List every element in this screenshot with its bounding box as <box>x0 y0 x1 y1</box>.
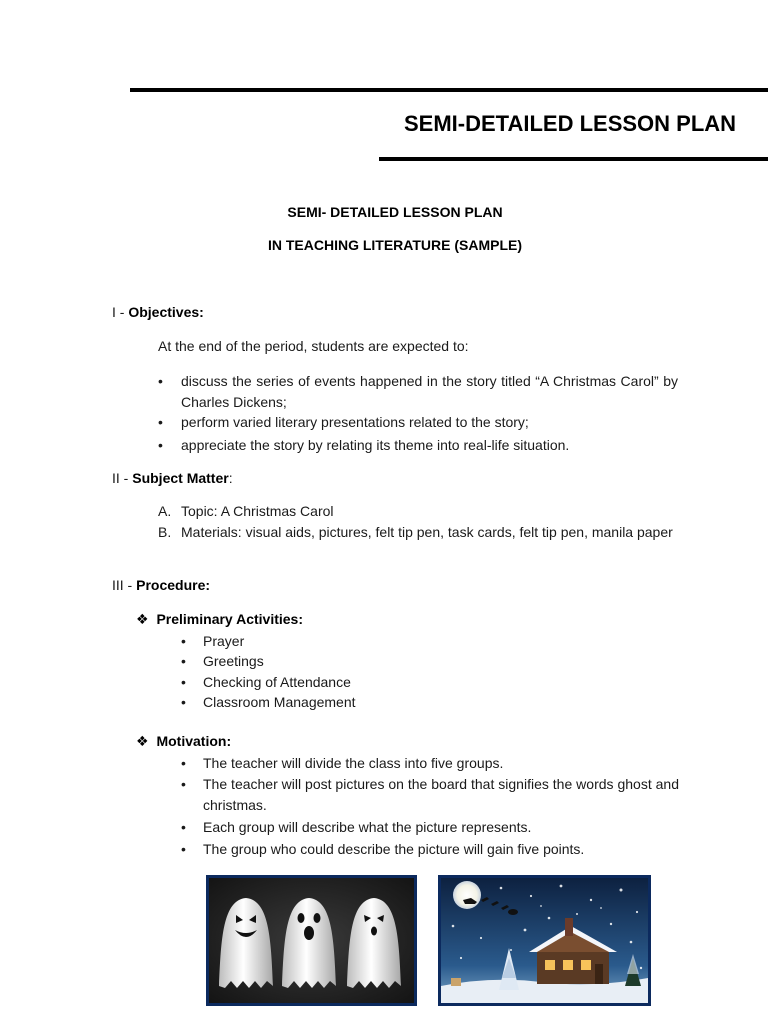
bullet-icon: • <box>181 653 186 669</box>
header-rule-bottom <box>379 157 768 161</box>
section-heading: Procedure: <box>136 577 211 593</box>
bullet-icon: • <box>181 633 186 649</box>
section-subject-matter-heading: II - Subject Matter: <box>112 470 233 486</box>
doc-title-line2: IN TEACHING LITERATURE (SAMPLE) <box>267 237 523 253</box>
ghosts-picture <box>206 875 417 1006</box>
diamond-bullet-icon: ❖ <box>136 611 149 627</box>
bullet-icon: • <box>181 776 186 792</box>
bullet-icon: • <box>158 437 163 453</box>
bullet-icon: • <box>181 841 186 857</box>
bullet-icon: • <box>158 373 163 389</box>
christmas-house-picture <box>438 875 651 1006</box>
motivation-heading: ❖ Motivation: <box>136 733 232 749</box>
list-letter: A. <box>158 503 172 519</box>
section-numeral: II - <box>112 470 133 486</box>
section-objectives-heading <box>112 304 204 320</box>
section-numeral: III - <box>112 577 137 593</box>
preliminary-heading: ❖ Preliminary Activities: <box>136 611 303 627</box>
ghosts-illustration <box>209 878 414 1003</box>
christmas-house-illustration <box>441 878 648 1003</box>
section-numeral: I - <box>112 304 129 320</box>
doc-title-line1: SEMI- DETAILED LESSON PLAN <box>287 204 503 220</box>
list-letter: B. <box>158 524 172 540</box>
bullet-icon: • <box>181 674 186 690</box>
header-title: SEMI-DETAILED LESSON PLAN <box>404 111 737 136</box>
objectives-intro: At the end of the period, students are expected to: <box>158 338 469 354</box>
moon-icon <box>453 881 481 909</box>
diamond-bullet-icon: ❖ <box>136 733 149 749</box>
bullet-icon: • <box>181 819 186 835</box>
small-hut-icon <box>451 978 461 986</box>
header-rule-top <box>130 88 768 92</box>
bullet-icon: • <box>181 694 186 710</box>
bullet-icon: • <box>158 414 163 430</box>
section-heading: Subject Matter <box>132 470 229 486</box>
section-heading: Objectives: <box>128 304 204 320</box>
section-procedure-heading <box>112 577 210 593</box>
bullet-icon: • <box>181 755 186 771</box>
